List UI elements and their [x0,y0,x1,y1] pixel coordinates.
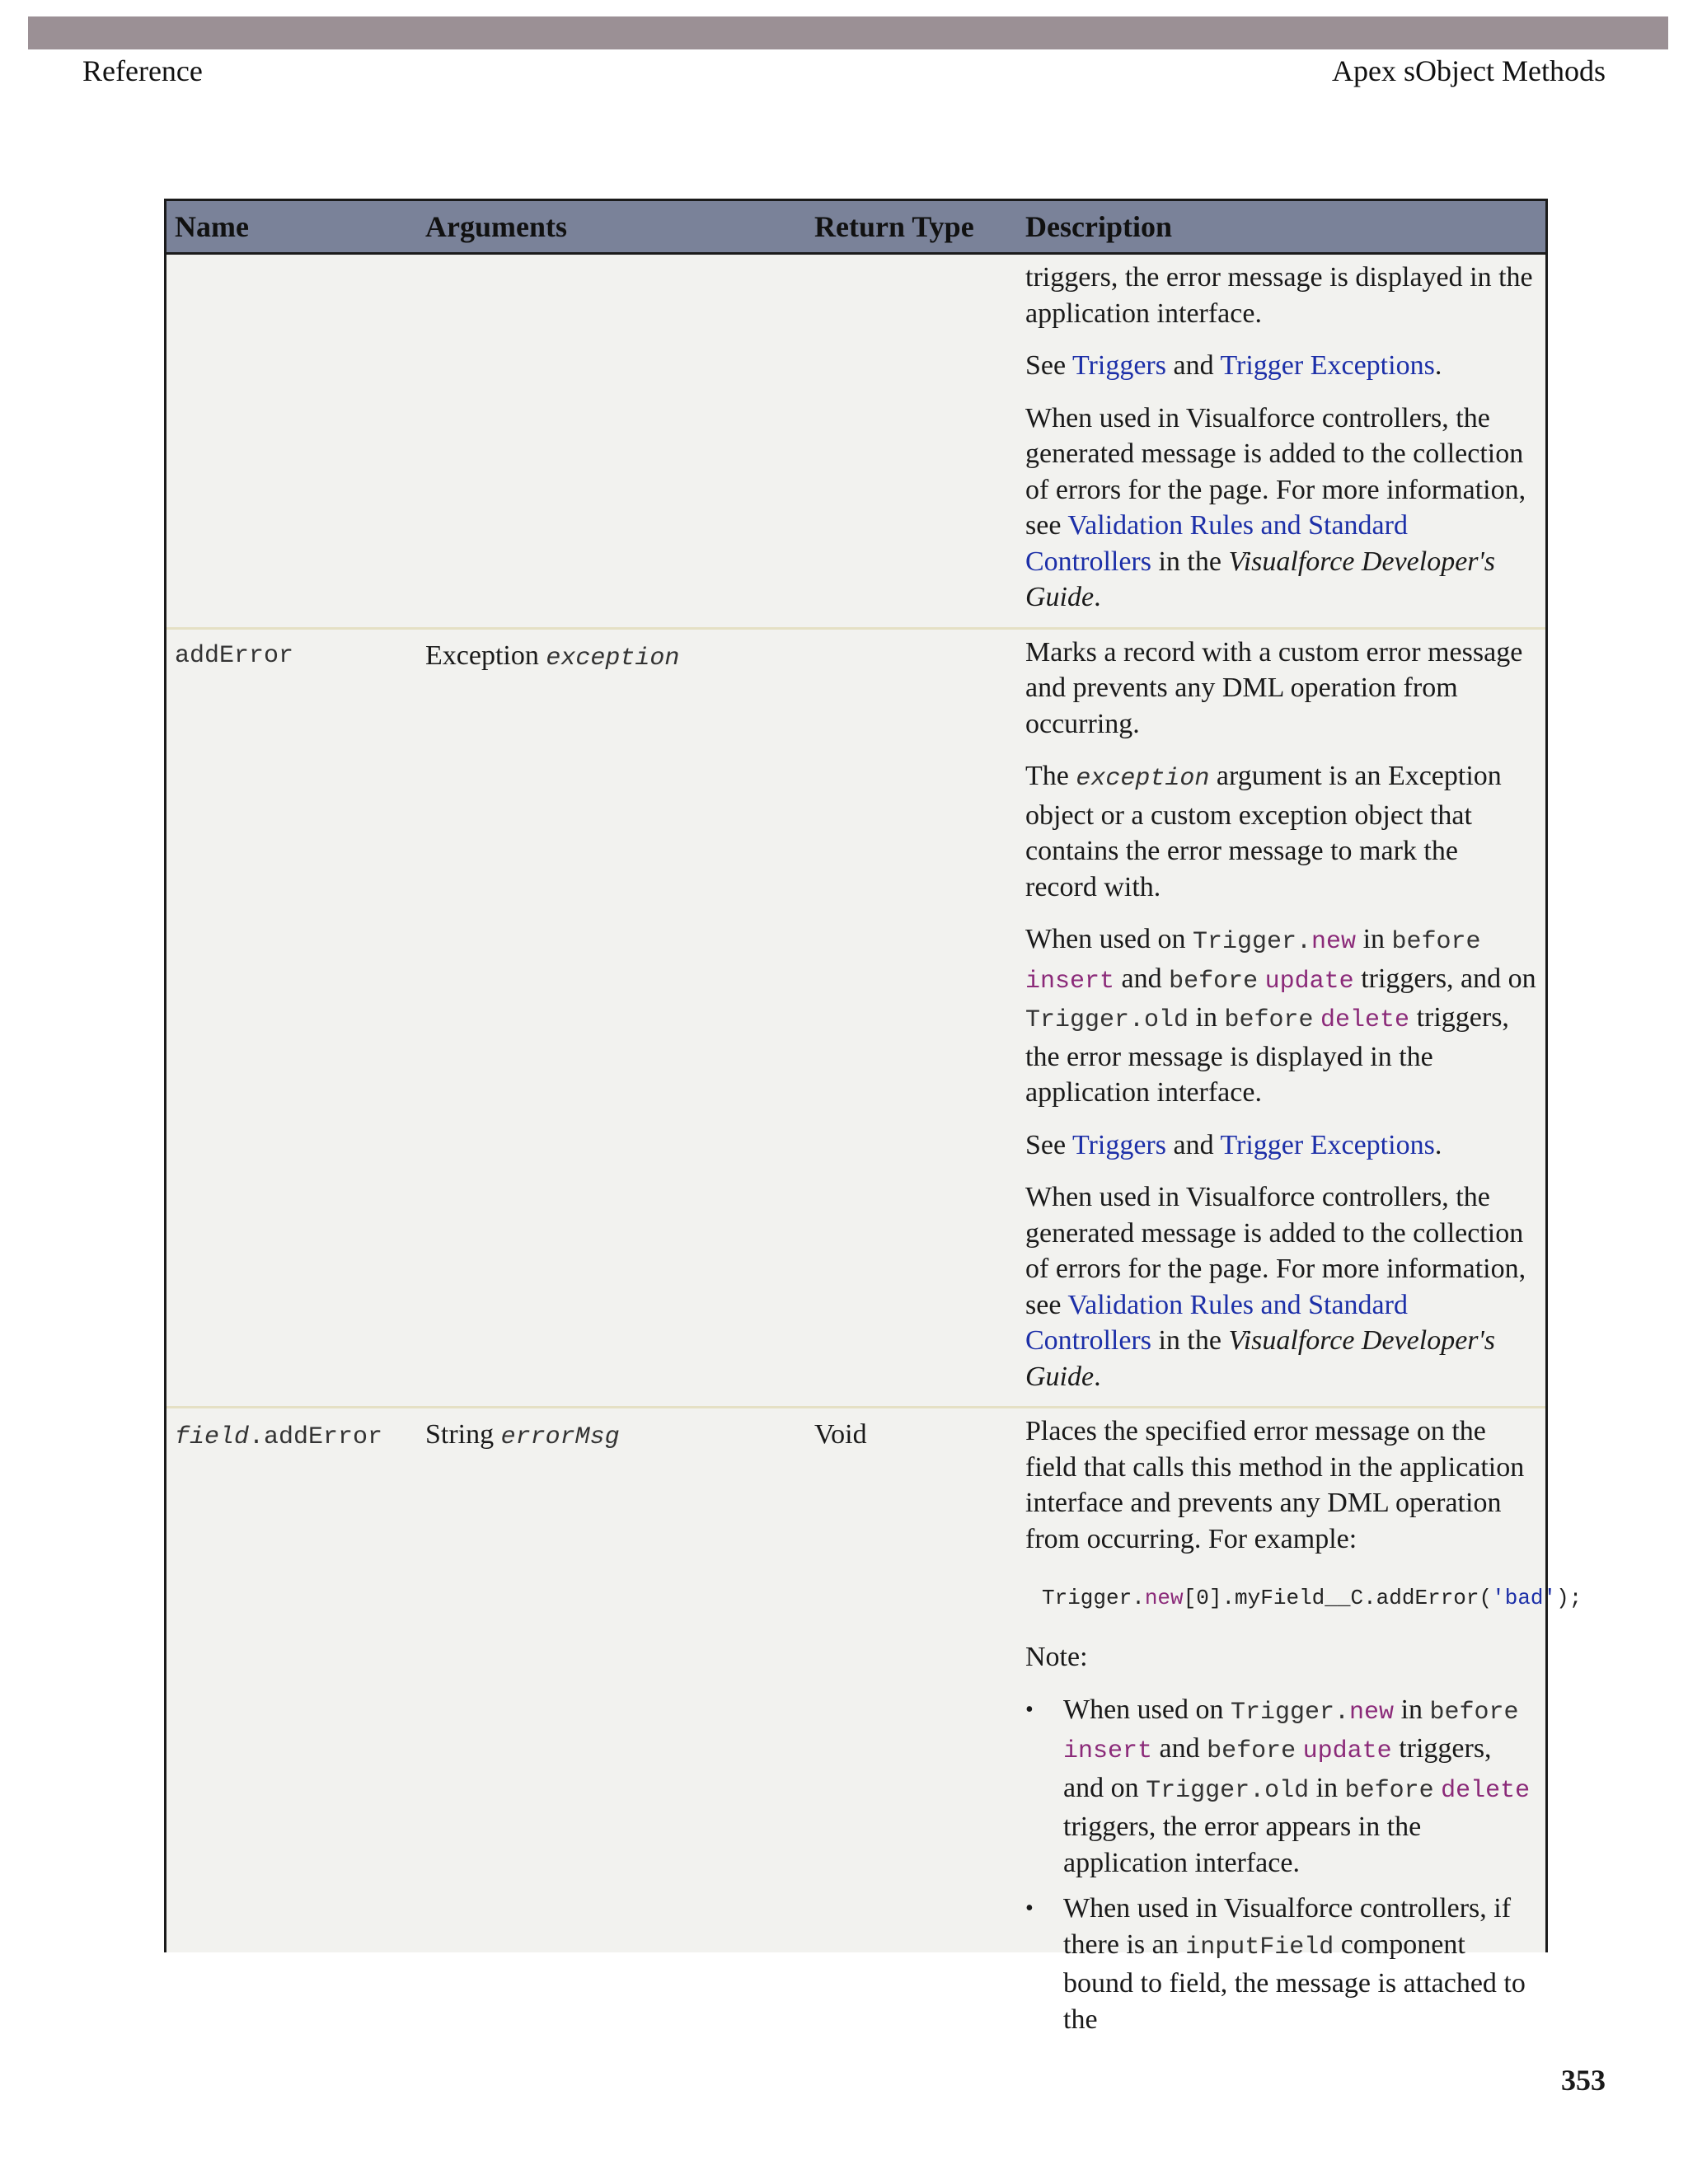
header-band [28,16,1668,49]
guide-title: Visualforce Developer's Guide [1025,1325,1496,1392]
column-header-description: Description [1025,210,1172,243]
triggers-link[interactable]: Triggers [1071,350,1166,381]
visualforce-paragraph: When used in Visualforce controllers, the generated message is added to the collection of errors for the page. For more information, see Validation Rules and Standard Controllers in the Visualforce Developer's Guide. [1025,402,1526,612]
page-number: 353 [1561,2064,1606,2097]
list-item: • When used in Visualforce controllers, if there is an inputField component bound to field, the message is attached to the [1025,1891,1536,2037]
triggers-link[interactable]: Triggers [1071,1129,1166,1160]
column-header-name: Name [175,210,249,243]
see-also-paragraph: See Triggers and Trigger Exceptions. [1025,1129,1442,1160]
note-label: Note: [1025,1642,1088,1672]
code-example: Trigger.new[0].myField__C.addError('bad'); [1042,1586,1582,1610]
see-also-paragraph: See Triggers and Trigger Exceptions. [1025,350,1442,381]
description-cell [1025,630,1536,1407]
method-return-type: Void [814,1419,867,1450]
list-item: • When used on Trigger.new in before insert and before update triggers, and on Trigger.old in before delete triggers, the error appears in the application interface. [1025,1692,1536,1882]
description-cell [1025,1408,1582,2059]
running-header-left: Reference [82,54,203,87]
validation-rules-link[interactable]: Validation Rules and Standard Controllers [1025,1289,1408,1356]
table-row-adderror-exception [166,630,1545,1409]
trigger-exceptions-link[interactable]: Trigger Exceptions [1220,1129,1435,1160]
method-arguments: Exception exception [425,640,680,673]
description-paragraph: When used on Trigger.new in before insert and before update triggers, and on Trigger.old in before delete triggers, the error message is displayed in the application interface. [1025,924,1536,1108]
trigger-exceptions-link[interactable]: Trigger Exceptions [1220,350,1435,381]
description-paragraph: Places the specified error message on the field that calls this method in the application interface and prevents any DML operation from occurring. For example: [1025,1416,1525,1554]
running-header-right: Apex sObject Methods [1332,54,1606,87]
validation-rules-link[interactable]: Validation Rules and Standard Controllers [1025,510,1408,577]
description-paragraph: triggers, the error message is displayed in the application interface. [1025,262,1533,329]
description-paragraph: The exception argument is an Exception object or a custom exception object that contains the error message to mark the record with. [1025,761,1502,902]
visualforce-paragraph: When used in Visualforce controllers, the generated message is added to the collection of errors for the page. For more information, see Validation Rules and Standard Controllers in the Visualforce Developer's Guide. [1025,1182,1526,1392]
column-header-return-type: Return Type [814,210,974,243]
method-arguments: String errorMsg [425,1419,620,1451]
table-header [166,201,1545,255]
description-cell [1025,255,1536,627]
methods-table [164,199,1582,2035]
notes-list [1025,1692,1536,2038]
description-paragraph: Marks a record with a custom error message and prevents any DML operation from occurring. [1025,636,1523,739]
method-name: field.addError [175,1423,383,1451]
column-header-arguments: Arguments [425,210,567,243]
table-row-field-adderror [166,1408,1582,2059]
guide-title: Visualforce Developer's Guide [1025,546,1496,612]
table-row-continuation [166,255,1545,630]
method-name: addError [175,641,294,670]
